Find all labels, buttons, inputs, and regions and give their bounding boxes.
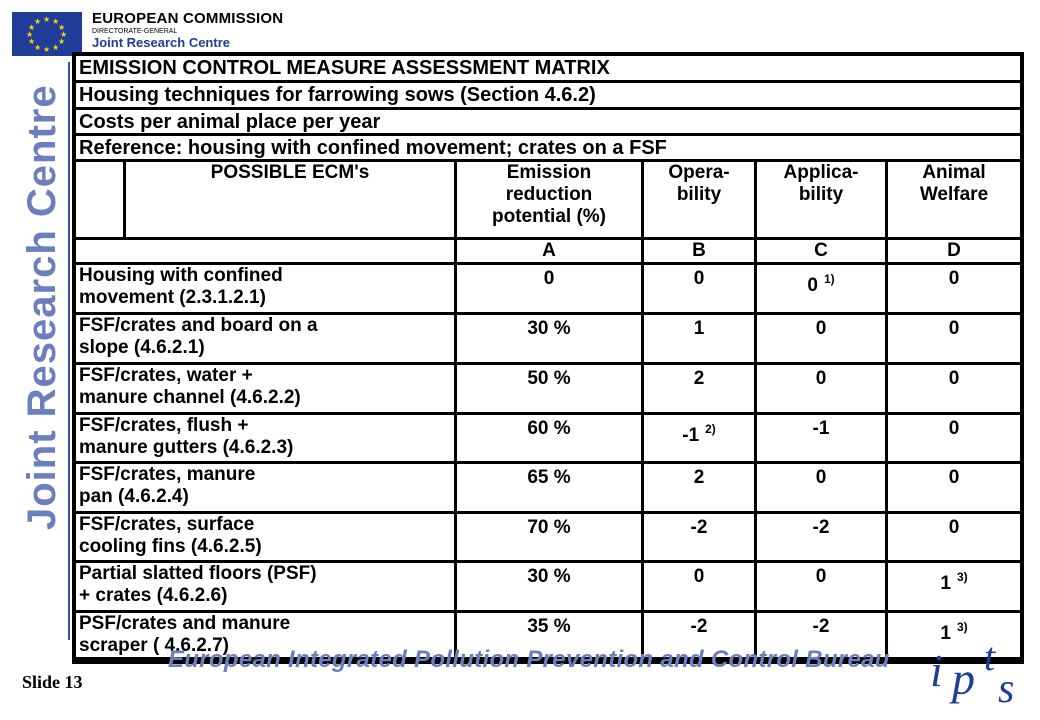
letter-a: A (457, 240, 644, 265)
footnote-mark: 2) (705, 422, 716, 436)
value-a: 65 % (457, 464, 644, 514)
table-row (76, 514, 1020, 563)
footnote-mark: 3) (956, 570, 968, 584)
value-b: 2 (644, 464, 757, 514)
slide-number: Slide 13 (22, 672, 83, 692)
org-name: EUROPEAN COMMISSION (92, 10, 284, 27)
value-b: -1 $^{2)}$ (644, 415, 757, 464)
value-d: 1 $^{3)}$ (940, 620, 968, 644)
sidebar-rule (68, 62, 70, 640)
blank-cell (76, 240, 457, 265)
ipts-logo (928, 636, 1028, 712)
footnote-mark: 3) (956, 620, 968, 634)
svg-text:i: i (930, 645, 943, 696)
value-d: 0 (888, 315, 1020, 365)
letter-d: D (888, 240, 1020, 265)
table-row (76, 315, 1020, 365)
ecm-name: FSF/crates, manure pan (4.6.2.4) (76, 464, 457, 514)
value-b: 1 (644, 315, 757, 365)
svg-text:s: s (998, 666, 1015, 712)
value-b: -2 (644, 613, 757, 657)
ecm-name: PSF/crates and manure scraper ( 4.6.2.7) (76, 613, 457, 657)
value-c: 0 $^{1)}$ (757, 265, 888, 315)
ecm-name: FSF/crates, flush + manure gutters (4.6.2.3) (76, 415, 457, 464)
header-animal-welfare: Animal Welfare (888, 162, 1020, 240)
title-bar-3: Costs per animal place per year (76, 110, 1020, 133)
svg-text:p: p (952, 653, 975, 704)
value-d: 1 $^{3)}$ (888, 563, 1020, 613)
letter-c: C (757, 240, 888, 265)
header-applicability: Applica- bility (757, 162, 888, 240)
table-row (76, 415, 1020, 464)
ecm-name: FSF/crates, surface cooling fins (4.6.2.5) (76, 514, 457, 563)
assessment-matrix-table (76, 162, 1020, 657)
title-bar-1: EMISSION CONTROL MEASURE ASSESSMENT MATRIX (76, 56, 1020, 80)
value-a: 0 (457, 265, 644, 315)
ecm-name: Housing with confined movement (2.3.1.2.1) (76, 265, 457, 315)
letter-row (76, 240, 1020, 265)
header-possible-ecms: POSSIBLE ECM's (126, 162, 457, 240)
ecm-name: Partial slatted floors (PSF) + crates (4.6.2.6) (76, 563, 457, 613)
eu-flag-logo: ★ ★ ★ ★ ★ ★ ★ ★ ★ ★ ★ ★ (12, 12, 82, 56)
blank-cell (76, 162, 126, 240)
value-a: 50 % (457, 365, 644, 415)
value-c: -2 (757, 514, 888, 563)
table-row (76, 563, 1020, 613)
value-a: 60 % (457, 415, 644, 464)
title-bar-2: Housing techniques for farrowing sows (Section 4.6.2) (76, 83, 1020, 107)
value-d: 0 (888, 265, 1020, 315)
value-a: 35 % (457, 613, 644, 657)
value-b: 0 (644, 563, 757, 613)
ecm-name: FSF/crates, water + manure channel (4.6.2.2) (76, 365, 457, 415)
header-emission-reduction: Emission reduction potential (%) (457, 162, 644, 240)
value-c: -1 (757, 415, 888, 464)
svg-text:t: t (984, 636, 996, 679)
sidebar-jrc-text: Joint Research Centre (20, 84, 64, 530)
value-a: 30 % (457, 563, 644, 613)
table-row (76, 265, 1020, 315)
centre-name: Joint Research Centre (92, 35, 230, 50)
value-a: 30 % (457, 315, 644, 365)
table-row (76, 464, 1020, 514)
value-b: 2 (644, 365, 757, 415)
column-header-row (76, 162, 1020, 240)
value-d: 0 (888, 415, 1020, 464)
value-c: 0 (757, 365, 888, 415)
title-bar-4: Reference: housing with confined movement; crates on a FSF (76, 136, 1020, 159)
value-d: 0 (888, 365, 1020, 415)
value-d: 0 (888, 464, 1020, 514)
value-b: 0 (644, 265, 757, 315)
header-operability: Opera- bility (644, 162, 757, 240)
value-d: 0 (888, 514, 1020, 563)
footnote-mark: 1) (823, 272, 835, 286)
directorate-label: DIRECTORATE-GENERAL (92, 28, 178, 35)
value-c: 0 (757, 315, 888, 365)
letter-b: B (644, 240, 757, 265)
table-row (76, 365, 1020, 415)
value-b: -2 (644, 514, 757, 563)
value-c: -2 (757, 613, 888, 657)
ecm-name: FSF/crates and board on a slope (4.6.2.1) (76, 315, 457, 365)
value-c: 0 (757, 464, 888, 514)
bureau-banner: European Integrated Pollution Prevention and Control Bureau (168, 646, 890, 673)
value-a: 70 % (457, 514, 644, 563)
value-c: 0 (757, 563, 888, 613)
commission-header (92, 10, 283, 50)
